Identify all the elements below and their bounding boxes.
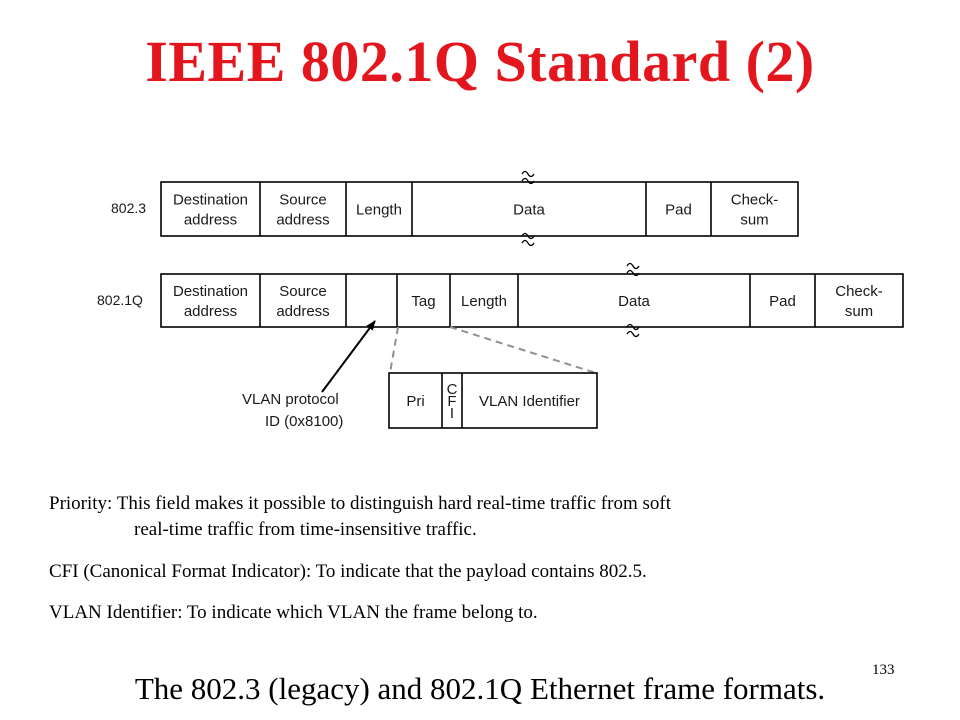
note-priority-label: Priority: [49,493,113,514]
frame-8023-field-text: address [183,211,238,229]
frame-8023-field-text: Pad [665,201,692,219]
frame-8021q-field-text: Data [618,292,650,310]
frame-8023-field-text: Check- [730,191,779,209]
frame-8021q-field-text: address [183,302,238,320]
tag-zoom-line-right [450,327,596,373]
vlan-protocol-arrow [322,321,375,392]
vlan-protocol-label-line2: ID (0x8100) [265,413,344,430]
frame-8023-field-text: Data [513,201,545,219]
tag-detail-field-text: I [449,404,455,422]
frame-8023-field-text: Length [356,201,402,219]
note-priority-continued: real-time traffic from time-insensitive traffic. [134,519,477,540]
frame-8021q-field-text: Pad [769,292,796,310]
frame-8021q-field-text: address [276,302,330,320]
tag-detail-field-text: C [446,380,458,398]
tag-detail-field-text: VLAN Identifier [479,392,580,410]
page-number: 133 [872,662,895,678]
figure-caption: The 802.3 (legacy) and 802.1Q Ethernet frame formats. [134,671,826,706]
frame-8021q-field-text: Source [279,282,327,300]
tag-zoom-line-left [390,327,398,373]
frame-8021q-field-text: Length [461,292,507,310]
frame-8023-field-text: sum [740,211,769,229]
tag-detail-field-text: Pri [406,392,425,410]
frame-8021q-field-text: Destination [172,282,249,300]
frame-8021q-field-text: Tag [411,292,436,310]
note-vlan-identifier: VLAN Identifier: To indicate which VLAN the frame belong to. [49,602,538,623]
frame-8023-row [161,182,798,236]
frame-8023-outline [161,182,798,236]
frame-8021q-field-text: sum [844,302,874,320]
frame-8021q-field-text: Check- [835,282,883,300]
frame-8021q-row [161,274,903,327]
slide-title: IEEE 802.1Q Standard (2) [145,29,815,94]
frame-8023-field-text: address [276,211,330,229]
frame-8023-label: 802.3 [111,200,147,216]
frame-8023-field-text: Destination [172,191,249,209]
note-priority-text: This field makes it possible to distinguish hard real-time traffic from soft [116,493,671,514]
note-cfi: CFI (Canonical Format Indicator): To indicate that the payload contains 802.5. [49,561,647,582]
frame-8021q-label: 802.1Q [97,292,143,308]
frame-8023-field-text: Source [279,191,327,209]
vlan-protocol-label-line1: VLAN protocol [242,391,339,408]
tag-detail-field-text: F [447,392,457,410]
tag-detail-box [389,373,597,428]
